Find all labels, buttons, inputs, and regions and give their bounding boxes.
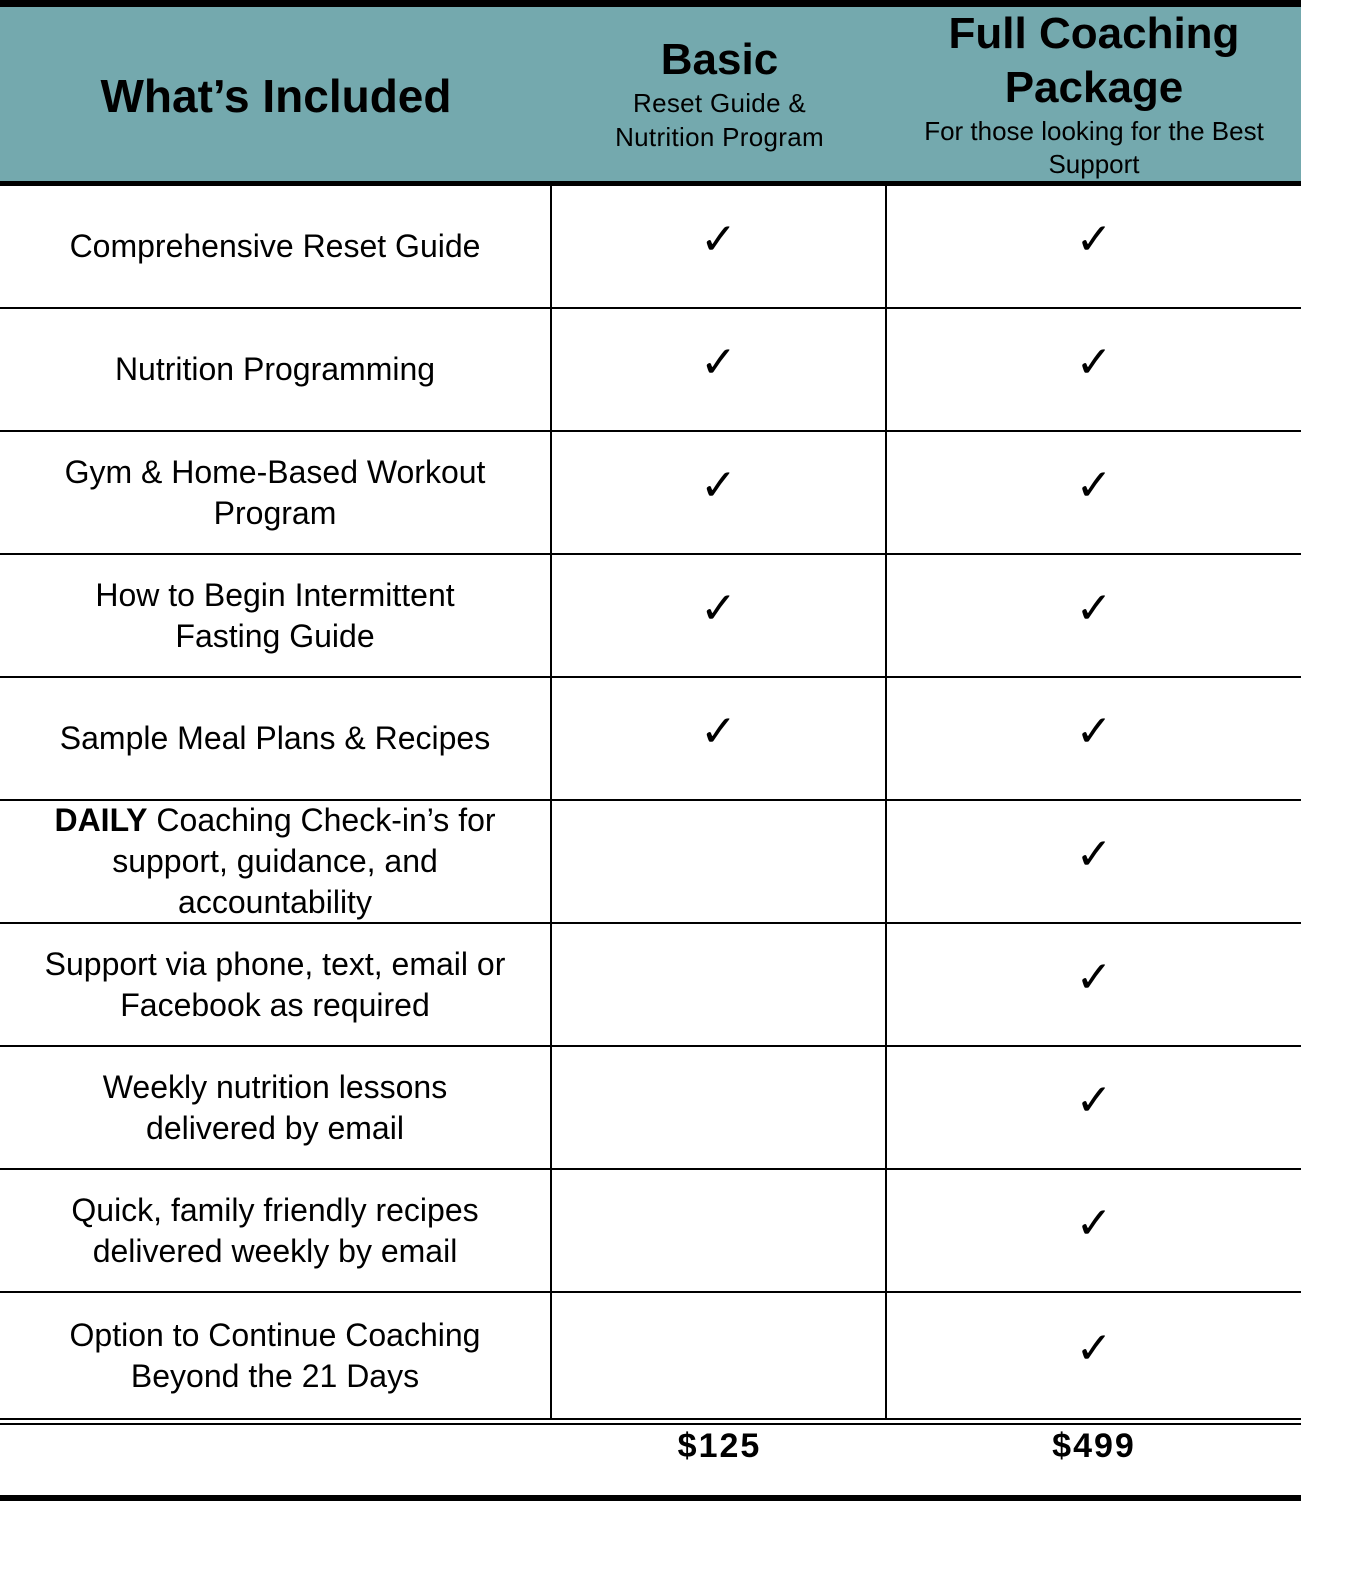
feature-cell (0, 555, 552, 676)
feature-text-line1: How to Begin Intermittent (95, 576, 455, 613)
full-cell (887, 924, 1301, 1045)
full-cell (887, 1170, 1301, 1291)
full-plan-title-line1: Full Coaching (948, 9, 1240, 58)
full-cell (887, 1047, 1301, 1168)
checkmark-icon: ✓ (1075, 828, 1113, 880)
full-cell (887, 555, 1301, 676)
checkmark-icon: ✓ (1075, 1074, 1113, 1126)
full-plan-subtitle-line2: Support (1048, 149, 1140, 179)
checkmark-icon: ✓ (1075, 459, 1113, 511)
feature-text-line2: Beyond the 21 Days (130, 1357, 420, 1394)
table-body (0, 186, 1301, 1418)
feature-text-line2: Fasting Guide (175, 617, 375, 654)
feature-text-line2: delivered by email (146, 1109, 404, 1146)
feature-text-line2: support, guidance, and (112, 843, 438, 879)
checkmark-icon: ✓ (1075, 1197, 1113, 1249)
header-included (0, 7, 552, 181)
checkmark-icon: ✓ (1075, 213, 1113, 265)
feature-cell (0, 1170, 552, 1291)
table-header (0, 7, 1301, 181)
basic-cell (552, 1047, 887, 1168)
full-cell (887, 1293, 1301, 1418)
feature-text: Comprehensive Reset Guide (69, 228, 481, 264)
basic-cell (552, 1170, 887, 1291)
totals-double-rule (0, 1418, 1301, 1425)
table-row (0, 1047, 1301, 1170)
full-cell (887, 801, 1301, 922)
basic-cell (552, 1293, 887, 1418)
table-row (0, 924, 1301, 1047)
feature-text-line1: Gym & Home-Based Workout (64, 453, 486, 490)
feature-cell (0, 432, 552, 553)
table-row (0, 186, 1301, 309)
checkmark-icon: ✓ (700, 459, 737, 511)
feature-cell (0, 678, 552, 799)
table-row (0, 1170, 1301, 1293)
header-full-plan (887, 7, 1301, 181)
checkmark-icon: ✓ (1075, 951, 1113, 1003)
feature-text-line1: Option to Continue Coaching (69, 1316, 481, 1353)
feature-text-line3: accountability (178, 884, 372, 920)
basic-plan-subtitle-line2: Nutrition Program (615, 122, 824, 152)
checkmark-icon: ✓ (700, 705, 737, 757)
table-row (0, 801, 1301, 924)
feature-text-line1 (54, 800, 495, 841)
feature-text-line2: Program (213, 494, 337, 531)
checkmark-icon: ✓ (1075, 705, 1113, 757)
checkmark-icon: ✓ (1075, 582, 1113, 634)
checkmark-icon: ✓ (1075, 336, 1113, 388)
table-row (0, 1293, 1301, 1418)
feature-text: Nutrition Programming (114, 351, 436, 387)
header-basic-plan (552, 7, 887, 181)
feature-cell (0, 309, 552, 430)
feature-text-line1: Weekly nutrition lessons (102, 1068, 448, 1105)
checkmark-icon: ✓ (700, 582, 737, 634)
feature-text-line1: Support via phone, text, email or (44, 945, 506, 982)
feature-cell (0, 801, 552, 922)
full-plan-subtitle-line1: For those looking for the Best (924, 116, 1264, 146)
checkmark-icon: ✓ (1075, 1322, 1113, 1374)
price-row (0, 1425, 1301, 1495)
full-price: $499 (1052, 1427, 1136, 1465)
basic-cell (552, 555, 887, 676)
basic-plan-title: Basic (660, 35, 779, 84)
feature-text-line2: Facebook as required (120, 986, 430, 1023)
feature-text-rest: Coaching Check-in’s for (147, 802, 496, 838)
feature-text-line1: Quick, family friendly recipes (71, 1191, 479, 1228)
daily-emphasis: DAILY (54, 802, 148, 838)
table-row (0, 432, 1301, 555)
basic-cell (552, 309, 887, 430)
basic-price: $125 (677, 1427, 762, 1465)
bottom-rule (0, 1495, 1301, 1501)
basic-cell (552, 801, 887, 922)
basic-plan-subtitle-line1: Reset Guide & (633, 88, 806, 118)
basic-cell (552, 924, 887, 1045)
full-cell (887, 432, 1301, 553)
table-row (0, 309, 1301, 432)
feature-cell (0, 1047, 552, 1168)
table-row (0, 555, 1301, 678)
checkmark-icon: ✓ (700, 336, 737, 388)
table-row (0, 678, 1301, 801)
full-cell (887, 678, 1301, 799)
feature-text-line2: delivered weekly by email (92, 1232, 458, 1269)
feature-text: Sample Meal Plans & Recipes (59, 720, 491, 756)
checkmark-icon: ✓ (700, 213, 737, 265)
full-cell (887, 186, 1301, 307)
basic-cell (552, 186, 887, 307)
included-heading: What’s Included (100, 70, 452, 122)
basic-cell (552, 678, 887, 799)
feature-cell (0, 924, 552, 1045)
full-cell (887, 309, 1301, 430)
feature-cell (0, 186, 552, 307)
feature-cell (0, 1293, 552, 1418)
price-label-cell (0, 1425, 552, 1495)
full-plan-title-line2: Package (1004, 63, 1184, 112)
top-rule (0, 0, 1301, 7)
basic-cell (552, 432, 887, 553)
